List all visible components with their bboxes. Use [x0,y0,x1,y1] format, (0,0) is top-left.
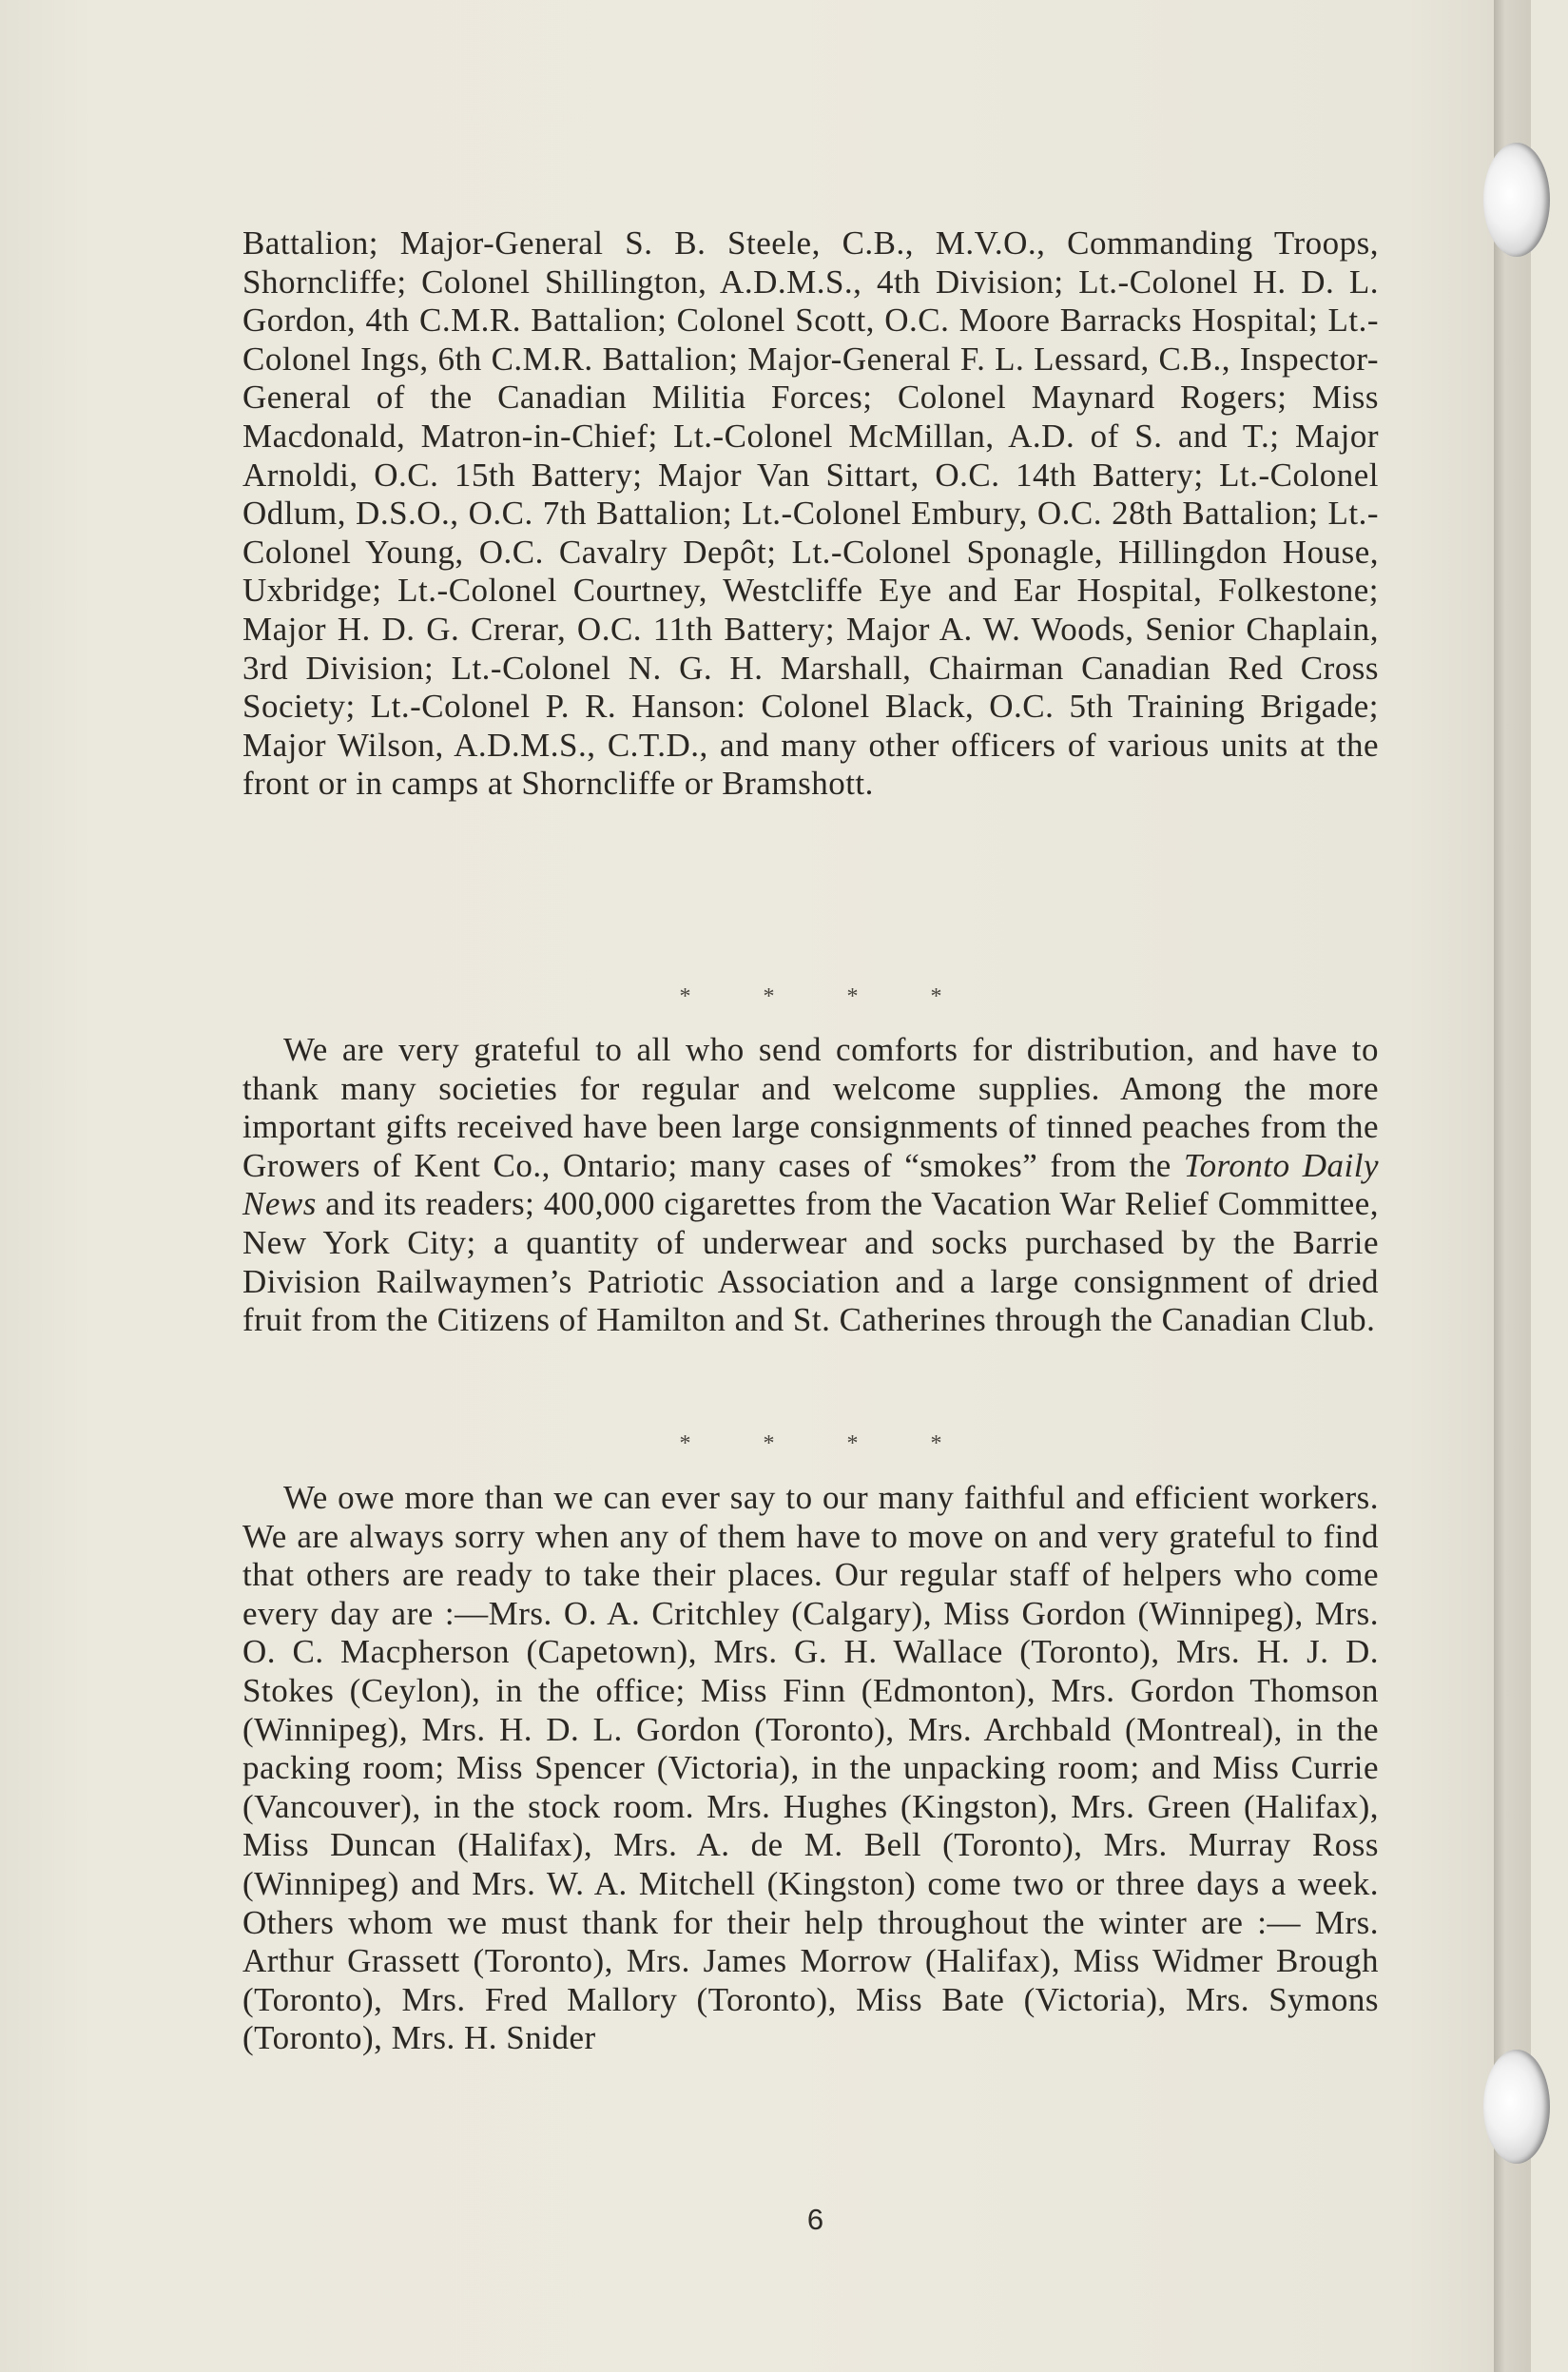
separator-asterisks-2 [242,1431,1379,1457]
asterisk: * [846,1431,859,1456]
asterisk: * [763,1431,775,1456]
paragraph-gifts [242,1031,1379,1340]
punch-hole-bottom [1483,2050,1550,2164]
page-edge [1494,0,1531,2372]
separator-asterisks-1 [242,984,1379,1010]
asterisk: * [679,984,691,1009]
paragraph-gifts-part-2: and its readers; 400,000 cigarettes from the Vacation War Relief Committee, New York City; a quantity of underwear and socks purchased by the Barrie Division Railwaymen’s Patriotic Association and a large consignment of dried fruit from the Citizens of Hamilton and St. Catherines through the Canadian Club. [242,1185,1379,1339]
punch-hole-top [1483,143,1550,257]
asterisk: * [846,984,859,1009]
asterisk: * [679,1431,691,1456]
asterisk: * [930,984,942,1009]
paragraph-workers: We owe more than we can ever say to our many faithful and efficient workers. We are always sorry when any of them have to move on and very grateful to find that others are ready to take their places. Our regular staff of helpers who come every day are :—Mrs. O. A. Critchley (Calgary), Miss Gordon (Winnipeg), Mrs. O. C. Macpherson (Capetown), Mrs. G. H. Wallace (Toronto), Mrs. H. J. D. Stokes (Ceylon), in the office; Miss Finn (Edmonton), Mrs. Gordon Thomson (Winnipeg), Mrs. H. D. L. Gordon (Toronto), Mrs. Archbald (Montreal), in the packing room; Miss Spencer (Victoria), in the unpacking room; and Miss Currie (Vancouver), in the stock room. Mrs. Hughes (Kingston), Mrs. Green (Halifax), Miss Duncan (Halifax), Mrs. A. de M. Bell (Toronto), Mrs. Murray Ross (Winnipeg) and Mrs. W. A. Mitchell (Kingston) come two or three days a week. Others whom we must thank for their help throughout the winter are :— Mrs. Arthur Grassett (Toronto), Mrs. James Morrow (Halifax), Miss Widmer Brough (Toronto), Mrs. Fred Mallory (Toronto), Miss Bate (Victoria), Mrs. Symons (Toronto), Mrs. H. Snider [242,1479,1379,2057]
newspaper-title: Toronto Daily News [242,1146,1379,1223]
asterisk: * [763,984,775,1009]
paragraph-gifts-part-1: We are very grateful to all who send comforts for distribution, and have to thank many societies for regular and welcome supplies. Among the more important gifts received have been large consignments of tinned peaches from the Growers of Kent Co., Ontario; many cases of “smokes” from the [242,1031,1379,1184]
page-number: 6 [806,2203,824,2236]
paragraph-officers: Battalion; Major-General S. B. Steele, C.B., M.V.O., Commanding Troops, Shorncliffe; Colonel Shillington, A.D.M.S., 4th Division; Lt.-Colonel H. D. L. Gordon, 4th C.M.R. Battalion; Colonel Scott, O.C. Moore Barracks Hospital; Lt.-Colonel Ings, 6th C.M.R. Battalion; Major-General F. L. Lessard, C.B., Inspector-General of the Canadian Militia Forces; Colonel Maynard Rogers; Miss Macdonald, Matron-in-Chief; Lt.-Colonel McMillan, A.D. of S. and T.; Major Arnoldi, O.C. 15th Battery; Major Van Sittart, O.C. 14th Battery; Lt.-Colonel Odlum, D.S.O., O.C. 7th Battalion; Lt.-Colonel Embury, O.C. 28th Battalion; Lt.-Colonel Young, O.C. Cavalry Depôt; Lt.-Colonel Sponagle, Hillingdon House, Uxbridge; Lt.-Colonel Courtney, Westcliffe Eye and Ear Hospital, Folkestone; Major H. D. G. Crerar, O.C. 11th Battery; Major A. W. Woods, Senior Chaplain, 3rd Division; Lt.-Colonel N. G. H. Marshall, Chairman Canadian Red Cross Society; Lt.-Colonel P. R. Hanson: Colonel Black, O.C. 5th Training Brigade; Major Wilson, A.D.M.S., C.T.D., and many other officers of various units at the front or in camps at Shorncliffe or Bramshott. [242,224,1379,803]
asterisk: * [930,1431,942,1456]
